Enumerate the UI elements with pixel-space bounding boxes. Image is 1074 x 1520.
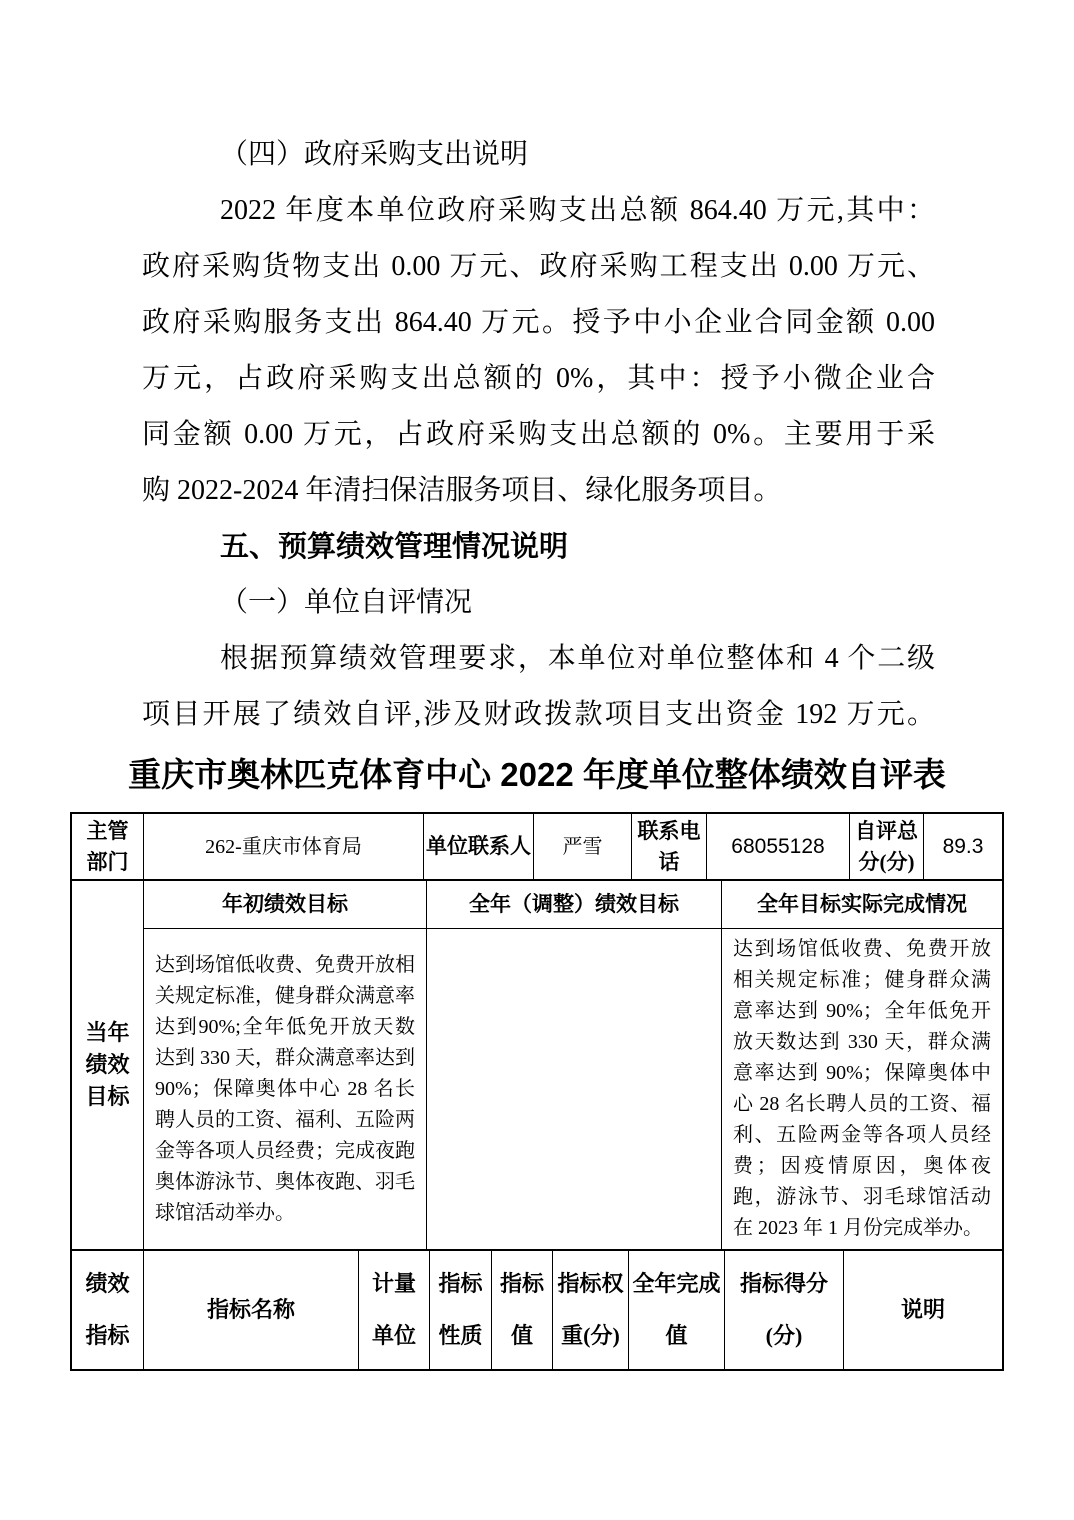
indicator-col-completed-cell: 全年完成值 xyxy=(629,1251,725,1369)
para-procurement-line-2: 政府采购货物支出 0.00 万元、政府采购工程支出 0.00 万元、 xyxy=(142,251,935,282)
heading-section-five: 五、预算绩效管理情况说明 xyxy=(220,531,569,563)
dept-label: 主管部门 xyxy=(86,818,129,874)
indicator-row-label-cell xyxy=(72,1251,144,1369)
performance-self-evaluation-table xyxy=(70,812,1004,1371)
indicator-col-value-cell: 指标值 xyxy=(492,1251,553,1369)
table-goals-section xyxy=(72,881,1002,1251)
goals-adjusted-text-cell xyxy=(427,929,722,1249)
para-procurement-line-6: 购 2022-2024 年清扫保洁服务项目、绿化服务项目。 xyxy=(142,475,782,506)
para-selfeval-line-2: 项目开展了绩效自评,涉及财政拨款项目支出资金 192 万元。 xyxy=(142,699,935,730)
indicator-col-weight-cell: 指标权重(分) xyxy=(553,1251,629,1369)
table-indicator-header-row xyxy=(72,1251,1002,1369)
para-procurement-line-5: 同金额 0.00 万元，占政府采购支出总额的 0%。主要用于采 xyxy=(142,419,935,450)
indicator-col-note-cell: 说明 xyxy=(900,1297,945,1322)
body-text-block xyxy=(142,127,935,743)
goals-col-adjusted-cell: 全年（调整）绩效目标 xyxy=(427,881,722,929)
table-info-row xyxy=(72,814,1002,881)
para-procurement-line-4: 万元，占政府采购支出总额的 0%，其中：授予小微企业合 xyxy=(142,363,935,394)
para-procurement-line-1: 2022 年度本单位政府采购支出总额 864.40 万元,其中： xyxy=(220,195,935,226)
score-value-cell: 89.3 xyxy=(942,834,984,858)
contact-label-cell: 单位联系人 xyxy=(424,814,534,879)
goals-actual-text: 达到场馆低收费、免费开放相关规定标准；健身群众满意率达到 90%；全年低免开放天数达到 330 天，群众满意率达到 90%；保障奥体中心 28 名长聘人员的工资、福利、五险两金等各项人员经费；因疫情原因，奥体夜跑，游泳节、羽毛球馆活动在 2023 年 1 月份完成举办。 xyxy=(733,938,991,1239)
goals-initial-text-cell xyxy=(144,929,427,1249)
para-selfeval-line-1: 根据预算绩效管理要求，本单位对单位整体和 4 个二级 xyxy=(220,643,935,674)
phone-value-cell: 68055128 xyxy=(707,814,850,879)
dept-label-cell xyxy=(72,814,144,879)
indicator-col-score-cell: 指标得分(分) xyxy=(725,1251,844,1369)
heading-subsection-one: （一）单位自评情况 xyxy=(220,587,473,618)
indicator-row-label: 绩效指标 xyxy=(85,1271,130,1348)
indicator-col-unit-cell xyxy=(359,1251,430,1369)
goals-row-label: 当年绩效目标 xyxy=(85,1020,130,1109)
indicator-col-unit: 计量单位 xyxy=(371,1271,416,1348)
goals-actual-text-cell xyxy=(722,929,1002,1249)
goals-col-initial-cell: 年初绩效目标 xyxy=(144,881,427,929)
table-title: 重庆市奥林匹克体育中心 2022 年度单位整体绩效自评表 xyxy=(128,756,946,793)
goals-row-label-cell xyxy=(72,881,144,1249)
goals-col-actual-cell: 全年目标实际完成情况 xyxy=(722,881,1002,929)
phone-label-cell: 联系电话 xyxy=(632,814,707,879)
score-label-cell: 自评总分(分) xyxy=(850,814,924,879)
indicator-col-nature-cell: 指标性质 xyxy=(430,1251,492,1369)
contact-value-cell: 严雪 xyxy=(534,814,632,879)
indicator-col-name-cell: 指标名称 xyxy=(144,1251,359,1369)
goals-initial-text: 达到场馆低收费、免费开放相关规定标准，健身群众满意率达到90%;全年低免开放天数达到 330 天，群众满意率达到 90%；保障奥体中心 28 名长聘人员的工资、福利、五险两金等各项人员经费；完成夜跑奥体游泳节、奥体夜跑、羽毛球馆活动举办。 xyxy=(155,953,415,1224)
para-procurement-line-3: 政府采购服务支出 864.40 万元。授予中小企业合同金额 0.00 xyxy=(142,307,935,338)
dept-value-cell: 262-重庆市体育局 xyxy=(144,814,424,879)
heading-section-four: （四）政府采购支出说明 xyxy=(220,139,529,170)
